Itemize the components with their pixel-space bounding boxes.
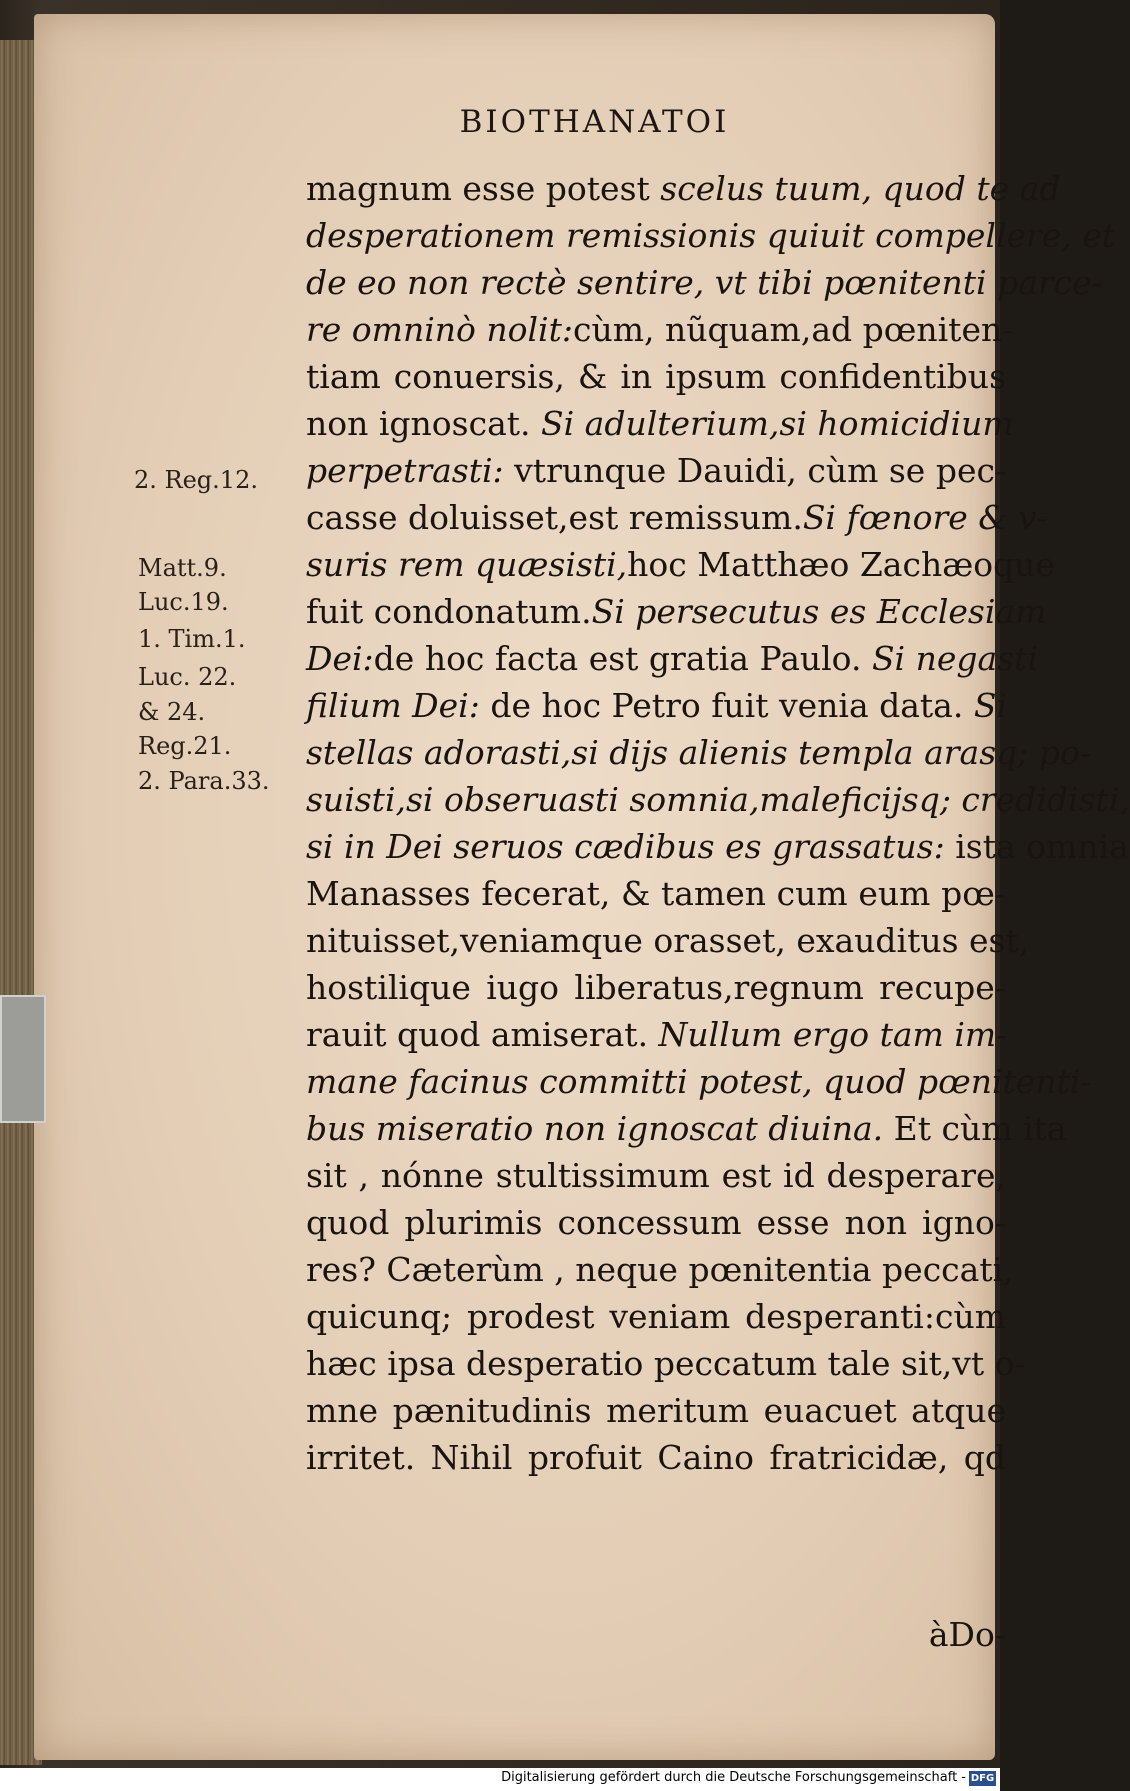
text-line bbox=[306, 823, 1129, 870]
italic-text: Si adulterium,si homicidium bbox=[541, 404, 1014, 443]
roman-text: mne pænitudinis meritum euacuet atque bbox=[306, 1391, 1006, 1430]
margin-note: Luc.19. bbox=[138, 588, 229, 616]
italic-text: bus miseratio non ignoscat diuina. bbox=[306, 1109, 884, 1148]
text-line bbox=[306, 306, 1014, 353]
text-line bbox=[306, 447, 1006, 494]
roman-text: casse doluisset,est remissum. bbox=[306, 498, 803, 537]
italic-text: Si bbox=[973, 686, 1008, 725]
italic-text: de eo non rectè sentire, vt tibi pœnitenti parce- bbox=[306, 263, 1103, 302]
italic-text: scelus tuum, quod te ad bbox=[660, 169, 1061, 208]
text-line bbox=[306, 1387, 1006, 1434]
text-line bbox=[306, 682, 1006, 729]
margin-note: 2. Para.33. bbox=[138, 767, 270, 795]
text-line bbox=[306, 1246, 1014, 1293]
text-line bbox=[306, 165, 1061, 212]
text-line bbox=[306, 1058, 1092, 1105]
italic-text: desperationem remissionis quiuit compellere, et bbox=[306, 216, 1116, 255]
italic-text: perpetrasti: bbox=[306, 451, 504, 490]
footer-text: Digitalisierung gefördert durch die Deutsche Forschungsgemeinschaft - bbox=[501, 1770, 966, 1785]
dfg-logo: DFG bbox=[970, 1773, 995, 1784]
italic-text: stellas adorasti,si dijs alienis templa arasq; po- bbox=[306, 733, 1092, 772]
italic-text: si in Dei seruos cædibus es grassatus: bbox=[306, 827, 945, 866]
roman-text: ista omnia bbox=[944, 827, 1129, 866]
text-line bbox=[306, 1152, 1006, 1199]
margin-note: Luc. 22. bbox=[138, 663, 237, 691]
margin-note: 2. Reg.12. bbox=[134, 466, 258, 494]
roman-text: Manasses fecerat, & tamen cum eum pœ- bbox=[306, 874, 1006, 913]
roman-text: nituisset,veniamque orasset, exauditus est, bbox=[306, 921, 1030, 960]
italic-text: re omninò nolit: bbox=[306, 310, 573, 349]
text-line bbox=[306, 776, 1130, 823]
italic-text: filium Dei: bbox=[306, 686, 480, 725]
roman-text: cùm, nũquam,ad pœniten- bbox=[572, 310, 1014, 349]
margin-note: 1. Tim.1. bbox=[138, 625, 246, 653]
italic-text: Si negasti bbox=[871, 639, 1038, 678]
running-head: BIOTHANATOI bbox=[459, 104, 730, 140]
margin-note: Matt.9. bbox=[138, 554, 227, 582]
roman-text: hoc Matthæo Zachæoque bbox=[627, 545, 1055, 584]
roman-text: quod plurimis concessum esse non igno- bbox=[306, 1203, 1006, 1242]
text-line bbox=[306, 729, 1092, 776]
footer-bar bbox=[0, 1768, 1000, 1791]
text-line bbox=[306, 212, 1116, 259]
roman-text: de hoc facta est gratia Paulo. bbox=[373, 639, 872, 678]
book-page bbox=[34, 14, 1130, 1760]
text-line bbox=[306, 400, 1014, 447]
text-line bbox=[306, 588, 1047, 635]
text-line bbox=[306, 353, 1006, 400]
text-line bbox=[306, 1434, 1006, 1481]
roman-text: non ignoscat. bbox=[306, 404, 541, 443]
text-line bbox=[306, 1293, 1006, 1340]
roman-text: hostilique iugo liberatus,regnum recupe- bbox=[306, 968, 1006, 1007]
text-line bbox=[306, 1011, 1006, 1058]
page-tab-marker bbox=[0, 995, 46, 1123]
text-line bbox=[306, 917, 1030, 964]
margin-note: & 24. bbox=[138, 698, 206, 726]
text-line bbox=[306, 1199, 1006, 1246]
italic-text: Dei: bbox=[306, 639, 374, 678]
italic-text: Si persecutus es Ecclesiam bbox=[591, 592, 1047, 631]
italic-text: suisti,si obseruasti somnia,maleficijsq; credidisti, bbox=[306, 780, 1130, 819]
text-line bbox=[306, 494, 1048, 541]
margin-note: Reg.21. bbox=[138, 732, 232, 760]
italic-text: mane facinus committi potest, quod pœnitenti- bbox=[306, 1062, 1092, 1101]
roman-text: sit , nónne stultissimum est id desperare, bbox=[306, 1156, 1006, 1195]
roman-text: fuit condonatum. bbox=[306, 592, 592, 631]
roman-text: res? Cæterùm , neque pœnitentia peccati, bbox=[306, 1250, 1014, 1289]
roman-text: de hoc Petro fuit venia data. bbox=[479, 686, 974, 725]
roman-text: magnum esse potest bbox=[306, 169, 661, 208]
italic-text: suris rem quæsisti, bbox=[306, 545, 628, 584]
italic-text: Si fœnore & v- bbox=[802, 498, 1048, 537]
catchword: àDo- bbox=[928, 1615, 1006, 1654]
roman-text: irritet. Nihil profuit Caino fratricidæ, qd bbox=[306, 1438, 1006, 1477]
roman-text: rauit quod amiserat. bbox=[306, 1015, 659, 1054]
text-line bbox=[306, 259, 1103, 306]
text-line bbox=[306, 541, 1055, 588]
roman-text: tiam conuersis, & in ipsum confidentibus bbox=[306, 357, 1006, 396]
text-line bbox=[306, 1105, 1067, 1152]
text-line bbox=[306, 1340, 1026, 1387]
roman-text: vtrunque Dauidi, cùm se pec- bbox=[503, 451, 1007, 490]
text-line bbox=[306, 870, 1006, 917]
text-line bbox=[306, 964, 1006, 1011]
roman-text: Et cùm ita bbox=[883, 1109, 1067, 1148]
italic-text: Nullum ergo tam im- bbox=[658, 1015, 1008, 1054]
text-line bbox=[306, 635, 1038, 682]
roman-text: hæc ipsa desperatio peccatum tale sit,vt o- bbox=[306, 1344, 1026, 1383]
roman-text: quicunq; prodest veniam desperanti:cùm bbox=[306, 1297, 1006, 1336]
